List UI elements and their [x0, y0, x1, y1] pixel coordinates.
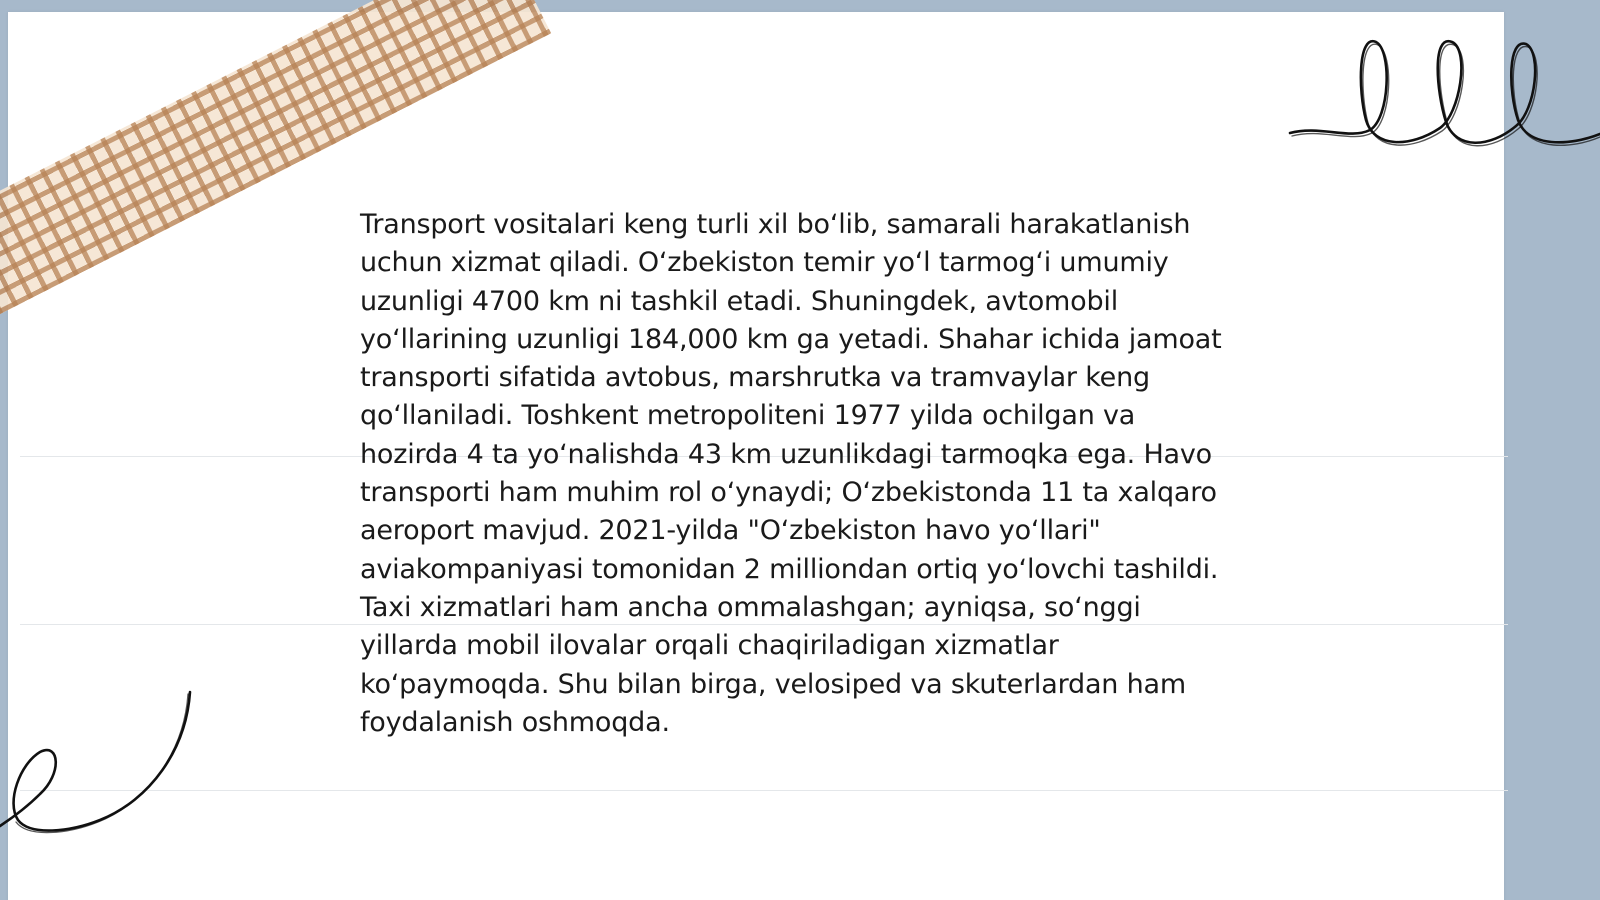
- ruled-line: [20, 790, 1508, 791]
- body-paragraph: Transport vositalari keng turli xil boʻlib, samarali harakatlanish uchun xizmat qiladi. Oʻzbekiston temir yoʻl tarmogʻi umumiy uzunligi 4700 km ni tashkil etadi. Shuningdek, avtomobil yoʻllarining uzunligi 184,000 km ga yetadi. Shahar ichida jamoat transporti sifatida avtobus, marshrutka va tramvaylar keng qoʻllaniladi. Toshkent metropoliteni 1977 yilda ochilgan va hozirda 4 ta yoʻnalishda 43 km uzunlikdagi tarmoqka ega. Havo transporti ham muhim rol oʻynaydi; Oʻzbekistonda 11 ta xalqaro aeroport mavjud. 2021-yilda "Oʻzbekiston havo yoʻllari" aviakompaniyasi tomonidan 2 milliondan ortiq yoʻlovchi tashildi. Taxi xizmatlari ham ancha ommalashgan; ayniqsa, soʻnggi yillarda mobil ilovalar orqali chaqiriladigan xizmatlar koʻpaymoqda. Shu bilan birga, velosiped va skuterlardan ham foydalanish oshmoqda.: [360, 209, 1222, 738]
